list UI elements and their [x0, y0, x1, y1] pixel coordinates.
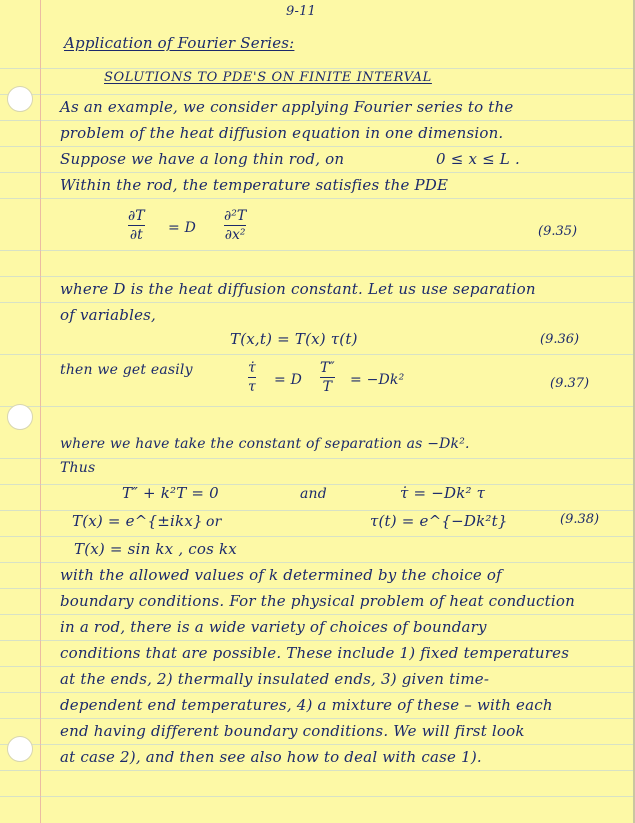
temporal-solution: τ(t) = e^{−Dk²t} [370, 512, 508, 530]
text-line: of variables, [60, 306, 157, 324]
ruled-line [0, 250, 633, 251]
ruled-line [0, 744, 633, 745]
text-line: boundary conditions. For the physical problem of heat conduction [60, 592, 575, 610]
ruled-line [0, 458, 633, 459]
ruled-line [0, 770, 633, 771]
equals-D: = D [168, 220, 197, 236]
trig-solution: T(x) = sin kx , cos kx [74, 540, 237, 558]
fraction-denominator: ∂t [129, 227, 143, 243]
text-line: with the allowed values of k determined by the choice of [60, 566, 502, 584]
spatial-ode: T″ + k²T = 0 [122, 484, 219, 502]
equals-D: = D [274, 372, 303, 388]
ruled-line [0, 614, 633, 615]
fraction-denominator: ∂x² [224, 227, 246, 243]
text-line: in a rod, there is a wide variety of choices of boundary [60, 618, 487, 636]
margin-line [40, 0, 41, 823]
fraction-numerator: ∂T [128, 208, 145, 224]
text-line: Suppose we have a long thin rod, on [60, 150, 345, 168]
fraction-d2T-dx2 [224, 208, 246, 243]
ruled-line [0, 562, 633, 563]
ruled-line [0, 172, 633, 173]
text-line: Thus [60, 460, 96, 476]
fraction-T-double-prime-T [320, 360, 335, 395]
interval-expression: 0 ≤ x ≤ L . [436, 150, 520, 168]
fraction-tau-dot-tau [248, 360, 256, 395]
fraction-numerator: τ̇ [248, 360, 256, 376]
text-line: then we get easily [60, 362, 193, 378]
ruled-line [0, 640, 633, 641]
ruled-line [0, 406, 633, 407]
ruled-line [0, 510, 633, 511]
equation-label: (9.35) [538, 224, 578, 239]
fraction-denominator: T [322, 379, 332, 395]
ruled-line [0, 484, 633, 485]
equation-label: (9.38) [560, 512, 600, 527]
section-subtitle: SOLUTIONS TO PDE'S ON FINITE INTERVAL [104, 70, 432, 85]
ruled-line [0, 718, 633, 719]
text-line: end having different boundary conditions. We will first look [60, 722, 525, 740]
temporal-ode: τ̇ = −Dk² τ [400, 484, 486, 502]
page-title: Application of Fourier Series: [64, 34, 295, 52]
ruled-line [0, 796, 633, 797]
ruled-line [0, 302, 633, 303]
ruled-line [0, 692, 633, 693]
fraction-dT-dt [128, 208, 145, 243]
fraction-numerator: T″ [320, 360, 335, 376]
text-line: conditions that are possible. These include 1) fixed temperatures [60, 644, 570, 662]
ruled-line [0, 68, 633, 69]
ruled-line [0, 94, 633, 95]
ruled-line [0, 146, 633, 147]
text-line: problem of the heat diffusion equation in one dimension. [60, 124, 504, 142]
conjunction: and [300, 486, 327, 502]
text-line: where D is the heat diffusion constant. Let us use separation [60, 280, 536, 298]
separation-constant: = −Dk² [350, 372, 405, 388]
ruled-line [0, 588, 633, 589]
text-line: dependent end temperatures, 4) a mixture of these – with each [60, 696, 553, 714]
spatial-solution: T(x) = e^{±ikx} [72, 512, 203, 530]
ruled-line [0, 120, 633, 121]
conjunction: or [206, 514, 222, 530]
equation-label: (9.37) [550, 376, 590, 391]
binder-hole [7, 404, 33, 430]
ruled-line [0, 354, 633, 355]
ruled-line [0, 198, 633, 199]
text-line: at the ends, 2) thermally insulated ends, 3) given time- [60, 670, 490, 688]
separation-expression: T(x,t) = T(x) τ(t) [230, 330, 358, 348]
text-line: As an example, we consider applying Fourier series to the [60, 98, 514, 116]
binder-hole [7, 86, 33, 112]
ruled-line [0, 276, 633, 277]
page-number: 9-11 [286, 4, 317, 19]
text-line: at case 2), and then see also how to deal with case 1). [60, 748, 482, 766]
text-line: Within the rod, the temperature satisfies the PDE [60, 176, 449, 194]
ruled-line [0, 536, 633, 537]
ruled-line [0, 666, 633, 667]
text-line: where we have take the constant of separation as −Dk². [60, 436, 470, 452]
equation-label: (9.36) [540, 332, 580, 347]
fraction-denominator: τ [248, 379, 256, 395]
binder-hole [7, 736, 33, 762]
fraction-numerator: ∂²T [224, 208, 247, 224]
